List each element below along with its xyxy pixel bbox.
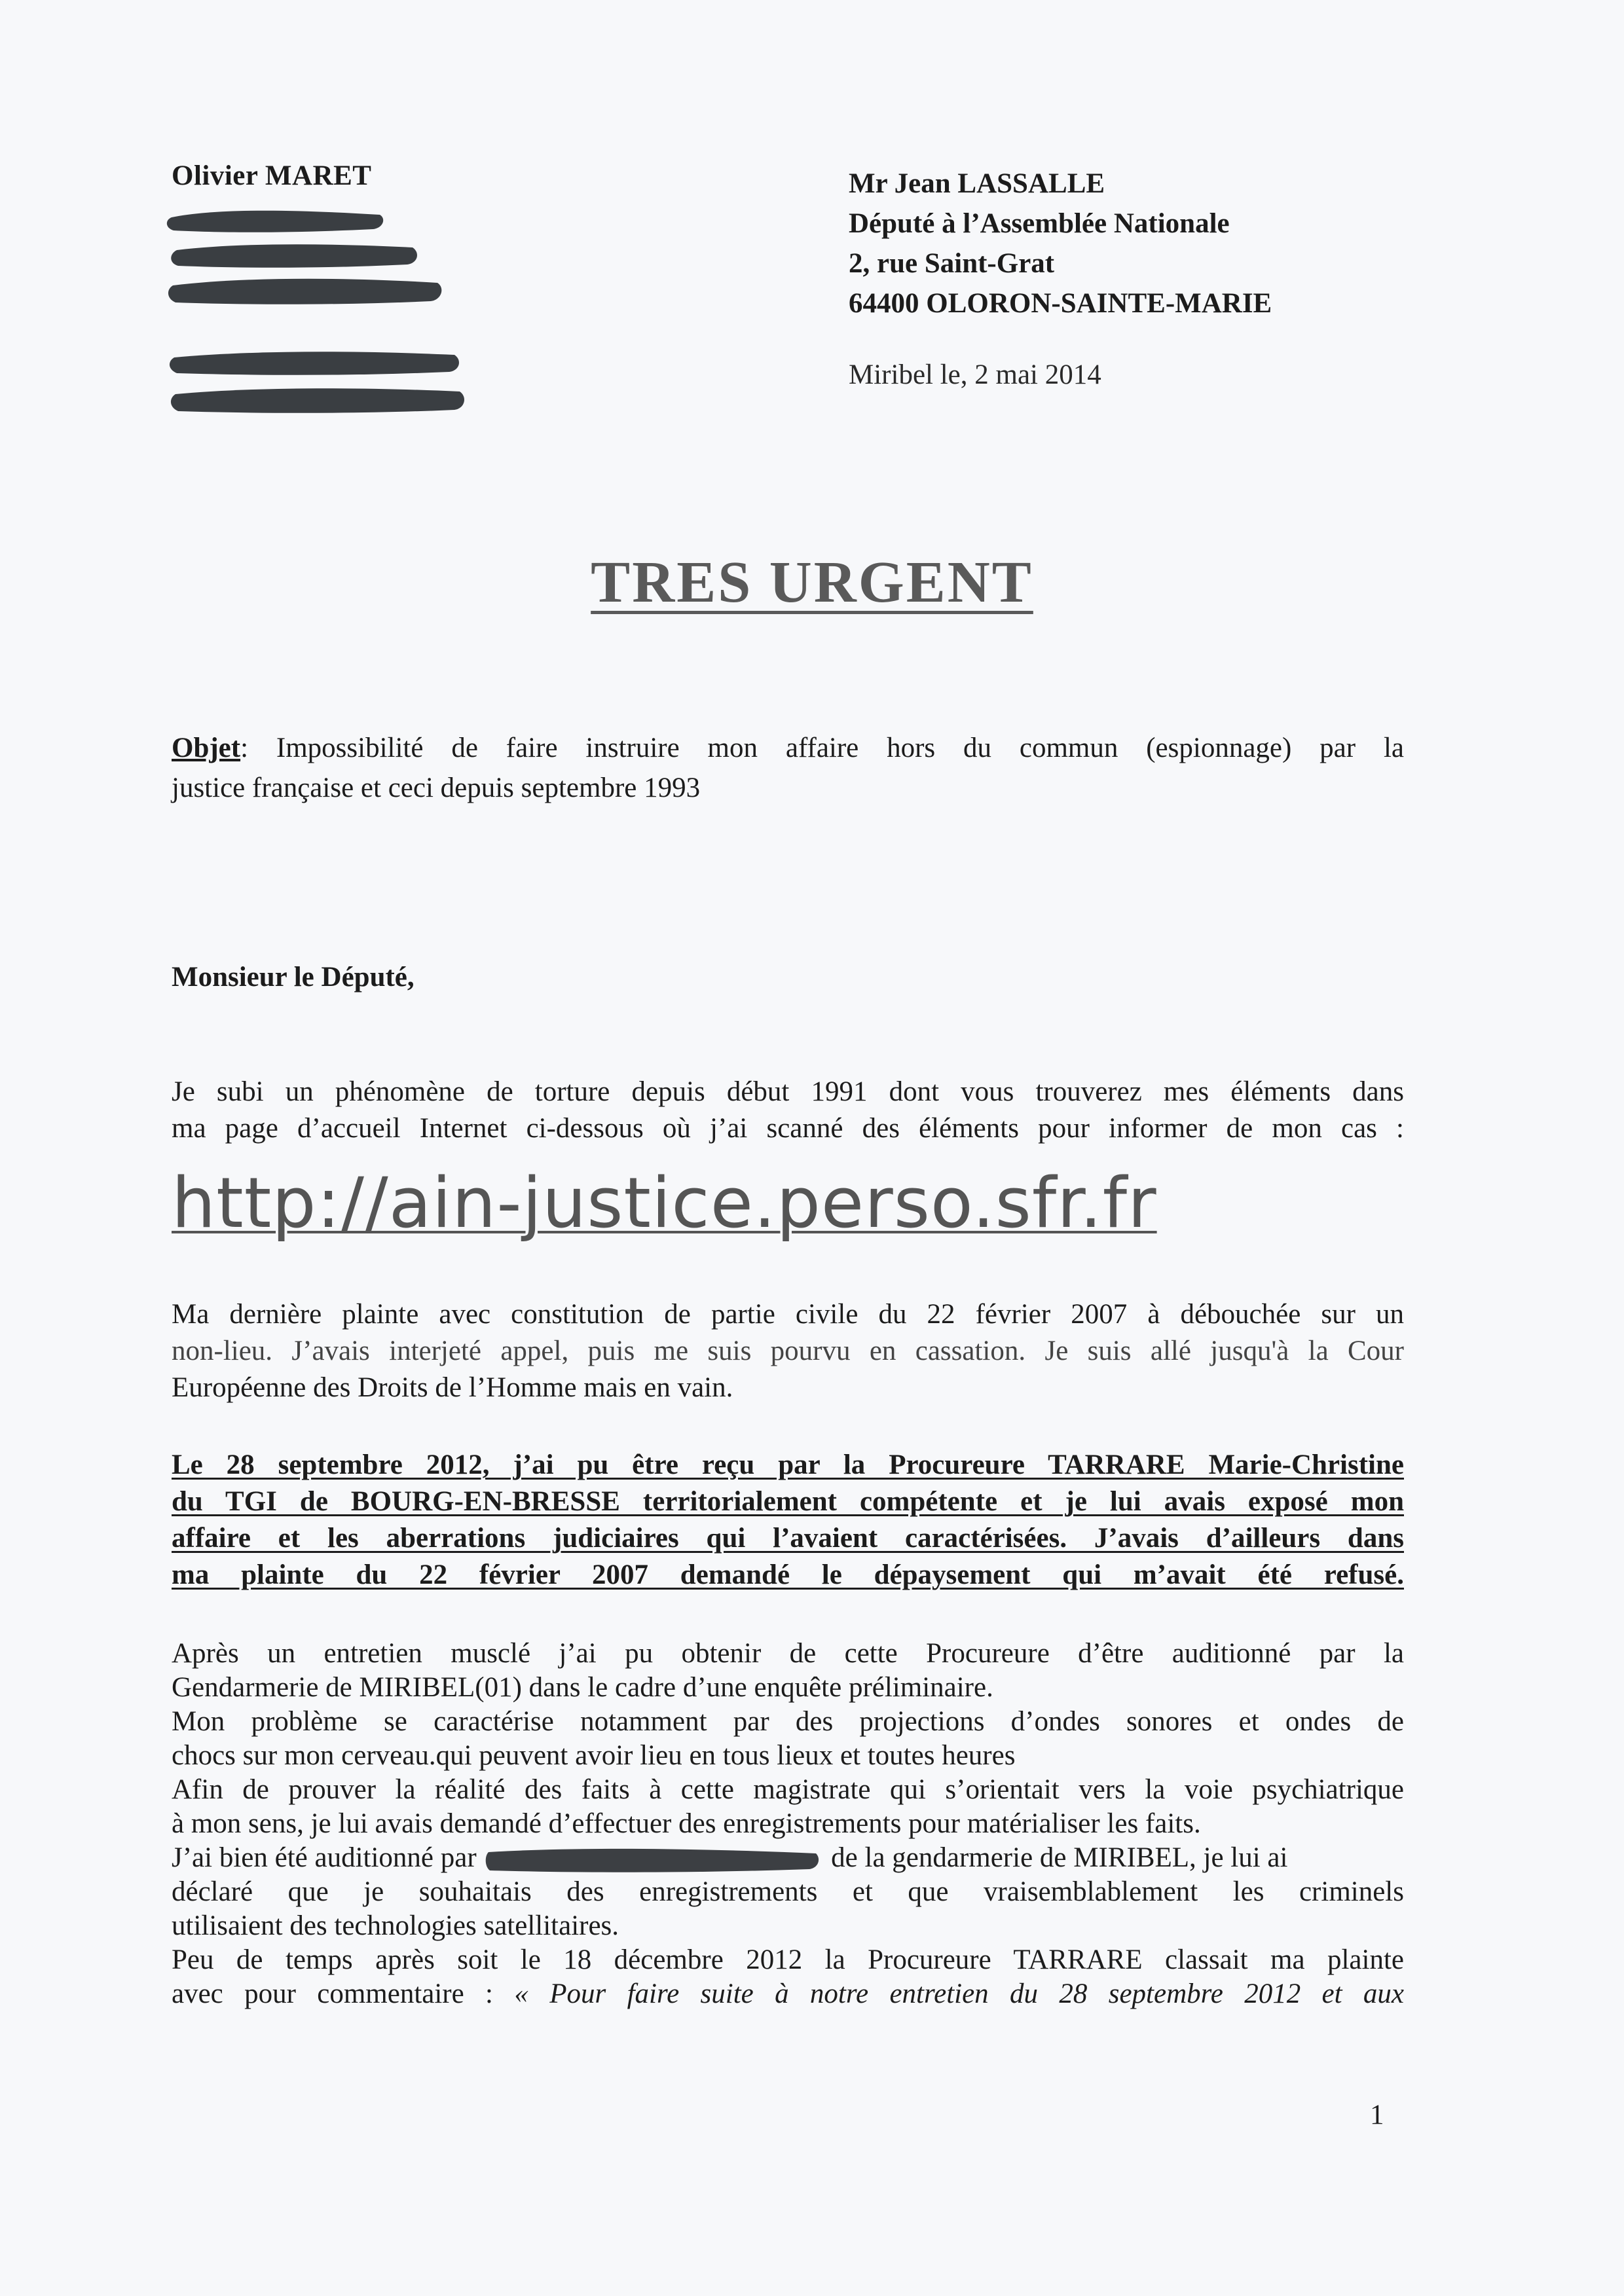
sender-name: Olivier MARET bbox=[172, 160, 372, 191]
website-url-text: http://ain-justice.perso.sfr.fr bbox=[172, 1163, 1157, 1243]
subject-line: : Impossibilité de faire instruire mon affaire hors du commun (espionnage) par la bbox=[240, 733, 1404, 763]
paragraph-line bbox=[172, 1841, 1404, 1875]
paragraph-fragment: de la gendarmerie de MIRIBEL, je lui ai bbox=[831, 1842, 1288, 1873]
quoted-comment: « Pour faire suite à notre entretien du 28 septembre 2012 et aux bbox=[514, 1978, 1405, 2009]
paragraph-line: Mon problème se caractérise notamment par des projections d’ondes sonores et ondes de bbox=[172, 1706, 1404, 1737]
paragraph-line: non-lieu. J’avais interjeté appel, puis me suis pourvu en cassation. Je suis allé jusqu'à la Cour bbox=[172, 1336, 1404, 1366]
paragraph-line: Européenne des Droits de l’Homme mais en vain. bbox=[172, 1372, 733, 1403]
paragraph-line bbox=[172, 1977, 1404, 2011]
paragraph-complaint bbox=[172, 1296, 1404, 1406]
paragraph-line: Ma dernière plainte avec constitution de partie civile du 22 février 2007 à débouchée sur un bbox=[172, 1299, 1404, 1330]
paragraph-line: affaire et les aberrations judiciaires qui l’avaient caractérisées. J’avais d’ailleurs dans bbox=[172, 1523, 1404, 1554]
paragraph-line: Afin de prouver la réalité des faits à cette magistrate qui s’orientait vers la voie psychiatrique bbox=[172, 1774, 1404, 1805]
paragraph-prosecutor-meeting bbox=[172, 1447, 1404, 1594]
place-date: Miribel le, 2 mai 2014 bbox=[849, 359, 1101, 390]
paragraph-line: déclaré que je souhaitais des enregistrements et que vraisemblablement les criminels bbox=[172, 1876, 1404, 1907]
sender-address-redaction bbox=[164, 203, 471, 439]
recipient-address-block bbox=[849, 164, 1272, 323]
recipient-line: 2, rue Saint-Grat bbox=[849, 248, 1055, 279]
subject-block bbox=[172, 728, 1404, 808]
officer-name-redaction bbox=[483, 1846, 824, 1874]
subject-line: justice française et ceci depuis septembre 1993 bbox=[172, 773, 701, 803]
greeting: Monsieur le Député, bbox=[172, 962, 415, 993]
paragraph-line: ma page d’accueil Internet ci-dessous où j’ai scanné des éléments pour informer de mon cas : bbox=[172, 1113, 1404, 1144]
recipient-line: Député à l’Assemblée Nationale bbox=[849, 208, 1230, 239]
recipient-line: 64400 OLORON-SAINTE-MARIE bbox=[849, 288, 1272, 319]
paragraph-line: chocs sur mon cerveau.qui peuvent avoir lieu en tous lieux et toutes heures bbox=[172, 1740, 1016, 1771]
website-url bbox=[172, 1163, 1157, 1243]
headline bbox=[0, 549, 1624, 616]
paragraph-line: Je subi un phénomène de torture depuis début 1991 dont vous trouverez mes éléments dans bbox=[172, 1076, 1404, 1107]
headline-text: TRES URGENT bbox=[591, 550, 1033, 615]
paragraph-line: ma plainte du 22 février 2007 demandé le dépaysement qui m’avait été refusé. bbox=[172, 1559, 1404, 1590]
paragraph-fragment: avec pour commentaire : bbox=[172, 1978, 494, 2009]
paragraph-line: Après un entretien musclé j’ai pu obtenir de cette Procureure d’être auditionné par la bbox=[172, 1638, 1404, 1669]
paragraph-hearing bbox=[172, 1637, 1404, 2011]
paragraph-line: Gendarmerie de MIRIBEL(01) dans le cadre d’une enquête préliminaire. bbox=[172, 1672, 993, 1703]
paragraph-line: Peu de temps après soit le 18 décembre 2012 la Procureure TARRARE classait ma plainte bbox=[172, 1944, 1404, 1975]
page-number: 1 bbox=[1370, 2100, 1384, 2130]
paragraph-line: Le 28 septembre 2012, j’ai pu être reçu par la Procureure TARRARE Marie-Christine bbox=[172, 1449, 1404, 1480]
paragraph-fragment: J’ai bien été auditionné par bbox=[172, 1842, 477, 1873]
paragraph-line: du TGI de BOURG-EN-BRESSE territorialement compétente et je lui avais exposé mon bbox=[172, 1486, 1404, 1517]
paragraph-intro bbox=[172, 1074, 1404, 1147]
recipient-line: Mr Jean LASSALLE bbox=[849, 168, 1105, 199]
paragraph-line: utilisaient des technologies satellitaires. bbox=[172, 1910, 619, 1941]
subject-label: Objet bbox=[172, 733, 241, 763]
paragraph-line: à mon sens, je lui avais demandé d’effectuer des enregistrements pour matérialiser les faits. bbox=[172, 1808, 1201, 1839]
